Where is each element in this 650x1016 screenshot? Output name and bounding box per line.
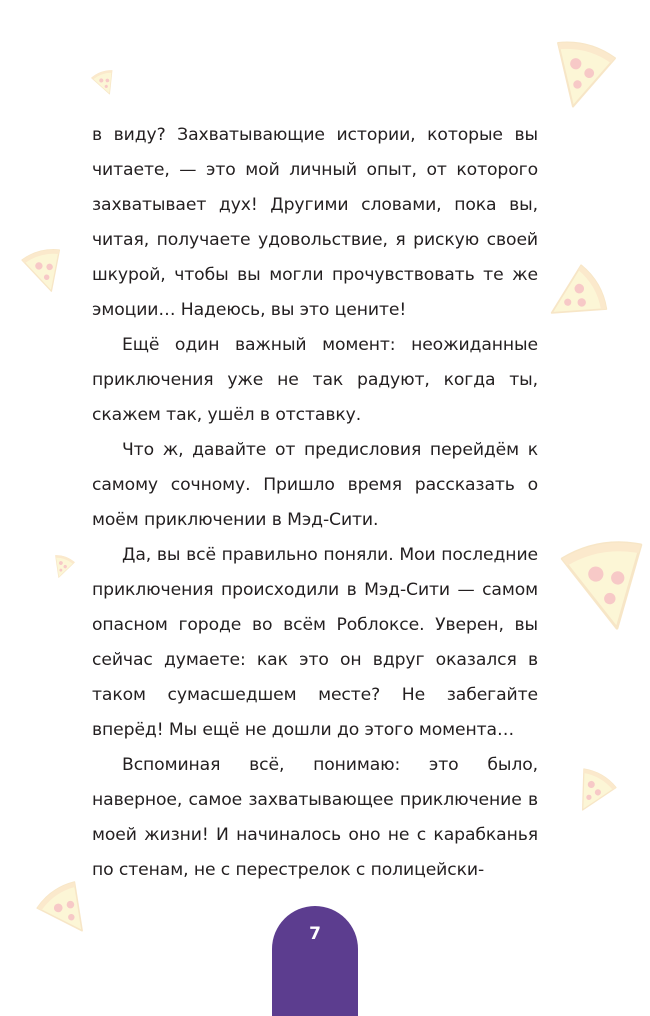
paragraph: Вспоминая всё, понимаю: это было, наверное, самое захватывающее приключение в моей жизни! И начиналось оно не с карабканья по стенам, не с перестрелок с полицейски- <box>92 755 538 880</box>
pizza-slice-icon <box>17 243 73 299</box>
pizza-slice-icon <box>534 257 616 339</box>
pizza-slice-icon <box>88 66 121 99</box>
body-text <box>92 118 538 888</box>
pizza-slice-icon <box>551 521 650 651</box>
paragraph: Да, вы всё правильно поняли. Мои последние приключения происходили в Мэд-Сити — самом опасном городе во всём Роблоксе. Уверен, вы сейчас думаете: как это он вдруг оказался в таком сумасшедшем месте? Не забегайте вперёд! Мы ещё не дошли до этого момента… <box>92 545 538 740</box>
page-number: 7 <box>309 924 321 944</box>
paragraph: Что ж, давайте от предисловия перейдём к самому сочному. Пришло время рассказать о моём приключении в Мэд-Сити. <box>92 440 538 530</box>
pizza-slice-icon <box>562 762 622 822</box>
paragraph: Ещё один важный момент: неожиданные приключения уже не так радуют, когда ты, скажем так, ушёл в отставку. <box>92 335 538 425</box>
paragraph: в виду? Захватывающие истории, которые вы читаете, — это мой личный опыт, от которого захватывает дух! Другими словами, пока вы, читая, получаете удовольствие, я рискую своей шкурой, чтобы вы могли прочувствовать те же эмоции… Надеюсь, вы это цените! <box>92 125 538 320</box>
pizza-slice-icon <box>537 32 623 118</box>
pizza-slice-icon <box>47 552 78 583</box>
